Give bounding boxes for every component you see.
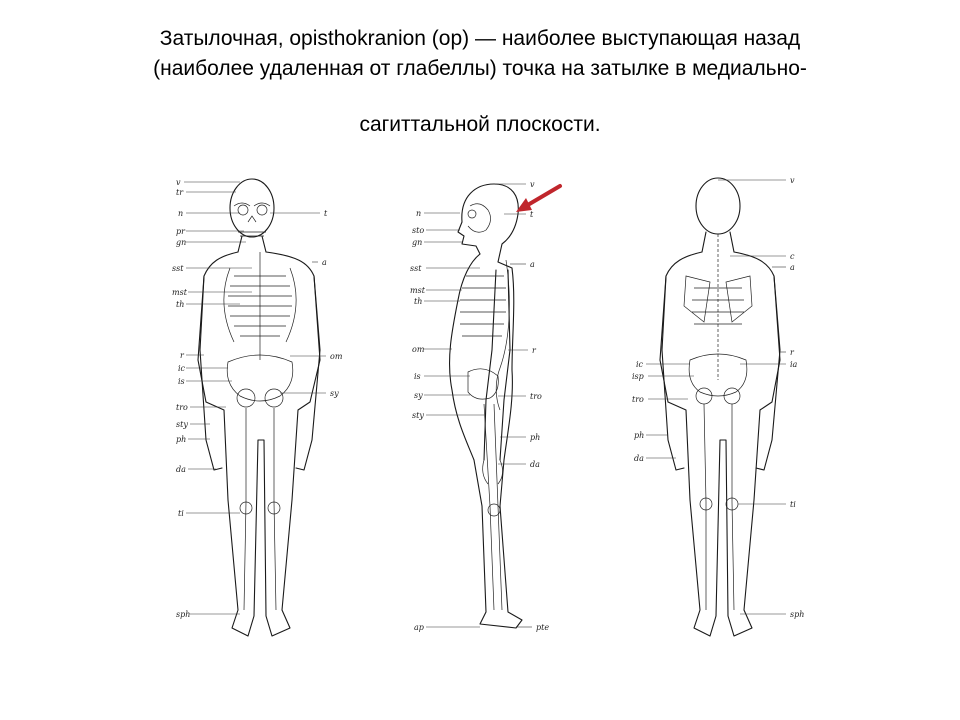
side-label-a: a: [530, 260, 535, 269]
side-label-pte: pte: [536, 623, 550, 632]
back-label-ia: ia: [790, 360, 798, 369]
front-label-v: v: [176, 178, 181, 187]
front-label-mst: mst: [172, 288, 187, 297]
front-label-th: th: [176, 300, 185, 309]
front-label-ti: ti: [178, 509, 184, 518]
side-label-sy: sy: [414, 391, 423, 400]
front-label-r: r: [180, 351, 184, 360]
side-label-da: da: [530, 460, 540, 469]
title-line-2: (наиболее удаленная от глабеллы) точка на затылке в медиально-: [153, 57, 807, 80]
side-skeleton-figure: [450, 184, 522, 628]
back-label-r: r: [790, 348, 794, 357]
side-label-gn: gn: [412, 238, 423, 247]
back-label-ic: ic: [636, 360, 644, 369]
side-label-sto: sto: [412, 226, 425, 235]
back-label-ph: ph: [634, 431, 645, 440]
front-right-labels: [270, 209, 343, 398]
back-label-a: a: [790, 263, 795, 272]
side-label-sty: sty: [412, 411, 424, 420]
back-label-da: da: [634, 454, 644, 463]
side-label-v: v: [530, 180, 535, 189]
side-label-sst: sst: [410, 264, 422, 273]
front-label-pr: pr: [176, 227, 185, 236]
side-label-ap: ap: [414, 623, 424, 632]
side-left-labels: [410, 209, 484, 632]
front-label-sph: sph: [176, 610, 191, 619]
back-label-sph: sph: [790, 610, 805, 619]
side-label-th: th: [414, 297, 423, 306]
side-label-mst: mst: [410, 286, 425, 295]
front-label-t: t: [324, 209, 328, 218]
back-label-c: c: [790, 252, 795, 261]
front-label-a: a: [322, 258, 327, 267]
back-skeleton-figure: [660, 178, 780, 636]
title-line-3: сагиттальной плоскости.: [359, 113, 601, 136]
back-right-labels: [718, 176, 804, 619]
front-skeleton-figure: [198, 179, 320, 636]
front-label-is: is: [178, 377, 185, 386]
front-label-tro: tro: [176, 403, 188, 412]
side-label-is: is: [414, 372, 421, 381]
side-label-n: n: [416, 209, 422, 218]
side-label-t: t: [530, 210, 534, 219]
front-label-n: n: [178, 209, 184, 218]
back-label-tro: tro: [632, 395, 644, 404]
front-label-ph: ph: [176, 435, 187, 444]
back-label-isp: isp: [632, 372, 644, 381]
front-label-gn: gn: [176, 238, 187, 247]
side-label-ph: ph: [530, 433, 541, 442]
side-label-om: om: [412, 345, 425, 354]
front-label-tr: tr: [176, 188, 184, 197]
back-label-v: v: [790, 176, 795, 185]
front-label-sst: sst: [172, 264, 184, 273]
back-label-ti: ti: [790, 500, 796, 509]
front-label-sty: sty: [176, 420, 188, 429]
title-line-1: Затылочная, opisthokranion (op) — наиболее выступающая назад: [159, 27, 801, 50]
front-label-sy: sy: [330, 389, 339, 398]
front-label-ic: ic: [178, 364, 186, 373]
opisthokranion-arrow: [516, 186, 560, 212]
side-label-tro: tro: [530, 392, 542, 401]
front-label-om: om: [330, 352, 343, 361]
side-label-r: r: [532, 346, 536, 355]
front-label-da: da: [176, 465, 186, 474]
